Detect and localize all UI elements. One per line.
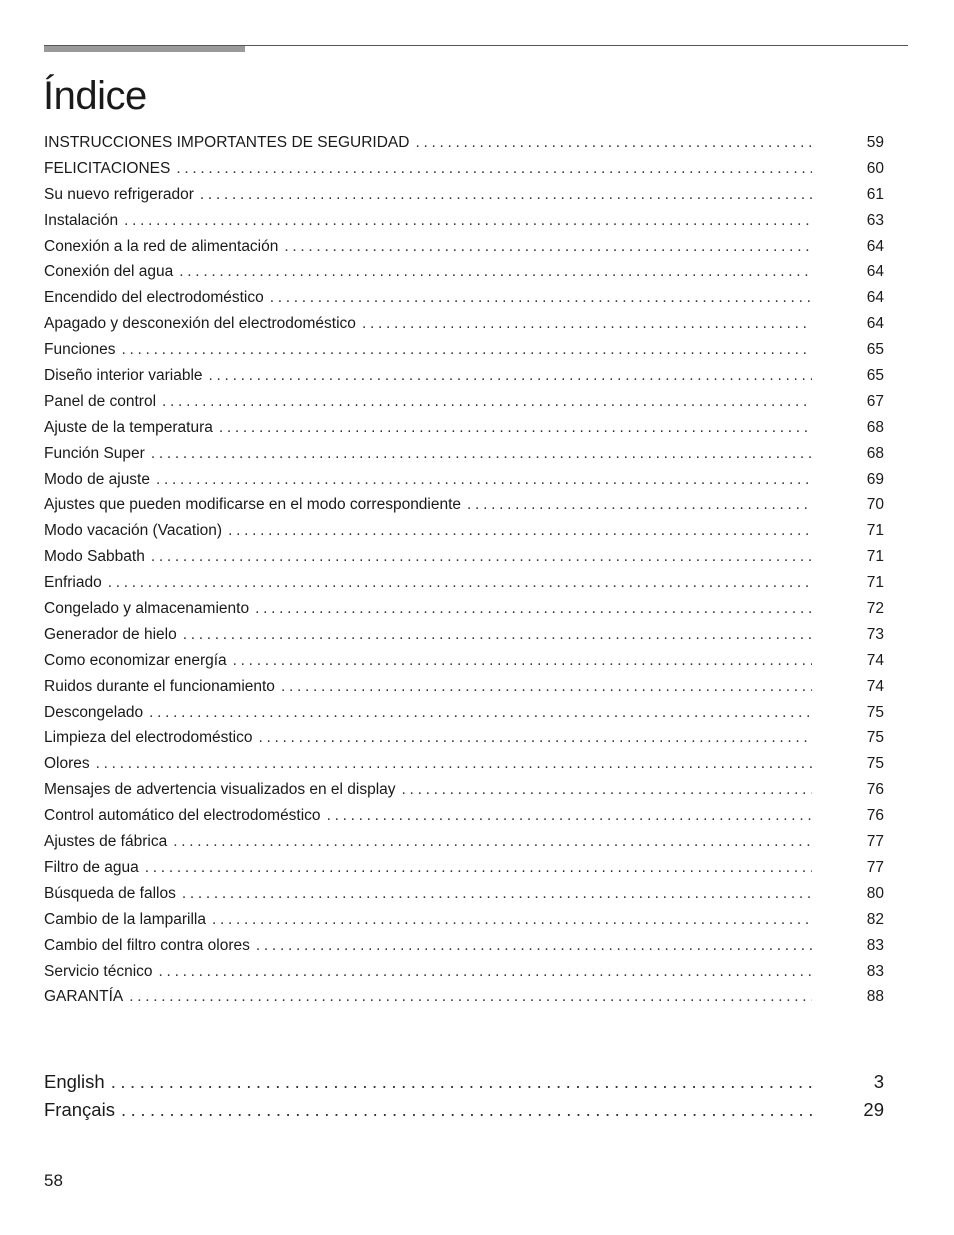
dot-leader (250, 933, 844, 959)
toc-entry[interactable] (44, 415, 884, 441)
dot-leader (222, 518, 844, 544)
toc-entry-page: 76 (866, 781, 884, 799)
dot-leader (213, 415, 844, 441)
dot-leader (249, 596, 844, 622)
toc-entry[interactable] (44, 130, 884, 156)
toc-entry-title: Panel de control (44, 392, 157, 410)
toc-entry-title: Mensajes de advertencia visualizados en el display (44, 781, 396, 799)
toc-entry-title: INSTRUCCIONES IMPORTANTES DE SEGURIDAD (44, 134, 410, 151)
dot-leader (461, 492, 844, 518)
language-entry-page: 29 (863, 1099, 884, 1120)
toc-entry[interactable] (44, 234, 884, 260)
toc-entry[interactable] (44, 467, 884, 493)
toc-entry-page: 60 (866, 159, 884, 177)
toc-entry[interactable] (44, 337, 884, 363)
toc-entry-page: 61 (866, 185, 884, 203)
toc-entry[interactable] (44, 984, 884, 1010)
dot-leader (123, 984, 844, 1010)
toc-entry-page: 59 (866, 134, 884, 151)
toc-entry-title: Cambio del filtro contra olores (44, 936, 250, 954)
dot-leader (177, 622, 844, 648)
toc-entry-page: 82 (866, 910, 884, 928)
dot-leader (153, 959, 844, 985)
toc-entry-title: Funciones (44, 341, 116, 359)
toc-entry-page: 83 (866, 962, 884, 980)
toc-entry[interactable] (44, 700, 884, 726)
toc-entry[interactable] (44, 777, 884, 803)
toc-entry[interactable] (44, 363, 884, 389)
toc-entry[interactable] (44, 182, 884, 208)
dot-leader (253, 725, 845, 751)
language-entry-english[interactable] (44, 1068, 884, 1096)
toc-entry-page: 68 (866, 444, 884, 462)
page-title: Índice (43, 74, 147, 118)
toc-entry-page: 74 (866, 651, 884, 669)
language-index (44, 1068, 884, 1124)
dot-leader (396, 777, 844, 803)
toc-entry[interactable] (44, 881, 884, 907)
toc-entry[interactable] (44, 751, 884, 777)
dot-leader (409, 130, 844, 156)
toc-entry-page: 88 (866, 988, 884, 1006)
toc-entry[interactable] (44, 933, 884, 959)
toc-entry[interactable] (44, 544, 884, 570)
toc-entry[interactable] (44, 622, 884, 648)
dot-leader (176, 881, 844, 907)
toc-entry-title: Función Super (44, 444, 145, 462)
toc-entry-title: Conexión del agua (44, 263, 174, 281)
toc-entry[interactable] (44, 492, 884, 518)
toc-entry[interactable] (44, 259, 884, 285)
language-entry-page: 3 (873, 1071, 884, 1092)
dot-leader (264, 285, 844, 311)
toc-entry-title: Control automático del electrodoméstico (44, 807, 321, 825)
toc-entry-title: Olores (44, 755, 90, 773)
toc-entry-title: Modo vacación (Vacation) (44, 522, 223, 540)
dot-leader (275, 674, 844, 700)
toc-entry[interactable] (44, 648, 884, 674)
dot-leader (227, 648, 844, 674)
toc-entry-title: Generador de hielo (44, 625, 177, 643)
toc-entry-page: 71 (866, 522, 884, 540)
toc-entry-page: 74 (866, 677, 884, 695)
toc-entry-page: 64 (866, 237, 884, 255)
toc-entry-title: Apagado y desconexión del electrodoméstico (44, 315, 356, 333)
dot-leader (116, 337, 844, 363)
dot-leader (278, 234, 844, 260)
toc-entry-page: 72 (866, 600, 884, 618)
toc-entry-page: 77 (866, 833, 884, 851)
dot-leader (118, 208, 844, 234)
toc-entry-page: 64 (866, 315, 884, 333)
toc-entry-page: 71 (866, 574, 884, 592)
toc-entry-page: 63 (866, 211, 884, 229)
toc-entry-title: Encendido del electrodoméstico (44, 289, 264, 307)
toc-entry-title: FELICITACIONES (44, 159, 171, 177)
toc-entry-title: Ruidos durante el funcionamiento (44, 677, 275, 695)
toc-entry-title: Instalación (44, 211, 119, 229)
dot-leader (206, 907, 844, 933)
dot-leader (145, 441, 844, 467)
dot-leader (102, 570, 844, 596)
dot-leader (145, 544, 844, 570)
toc-entry[interactable] (44, 285, 884, 311)
dot-leader (170, 156, 844, 182)
dot-leader (167, 829, 844, 855)
toc-entry-page: 70 (866, 496, 884, 514)
dot-leader (156, 389, 844, 415)
toc-entry[interactable] (44, 156, 884, 182)
toc-entry-title: Enfriado (44, 574, 102, 592)
toc-entry[interactable] (44, 907, 884, 933)
toc-entry-title: GARANTÍA (44, 988, 124, 1006)
toc-entry-page: 73 (866, 625, 884, 643)
toc-entry[interactable] (44, 311, 884, 337)
toc-entry[interactable] (44, 829, 884, 855)
language-entry-francais[interactable] (44, 1096, 884, 1124)
toc-entry-page: 69 (866, 470, 884, 488)
toc-entry[interactable] (44, 570, 884, 596)
toc-entry-title: Modo Sabbath (44, 548, 145, 566)
toc-entry-title: Como economizar energía (44, 651, 227, 669)
dot-leader (356, 311, 844, 337)
page-number: 58 (44, 1171, 63, 1190)
toc-entry-page: 65 (866, 341, 884, 359)
toc-entry-title: Diseño interior variable (44, 367, 203, 385)
dot-leader (139, 855, 844, 881)
toc-entry-title: Limpieza del electrodoméstico (44, 729, 253, 747)
toc-entry[interactable] (44, 725, 884, 751)
dot-leader (90, 751, 844, 777)
toc-entry-title: Conexión a la red de alimentación (44, 237, 279, 255)
toc-entry-title: Ajustes de fábrica (44, 833, 168, 851)
toc-entry-page: 80 (866, 884, 884, 902)
toc-entry-page: 65 (866, 367, 884, 385)
toc-entry-page: 75 (866, 703, 884, 721)
toc-entry-page: 71 (866, 548, 884, 566)
toc-entry-title: Búsqueda de fallos (44, 884, 176, 902)
toc-entry-page: 67 (866, 392, 884, 410)
dot-leader (203, 363, 844, 389)
toc-entry-page: 83 (866, 936, 884, 954)
toc-entry-page: 75 (866, 755, 884, 773)
table-of-contents (44, 130, 884, 1010)
language-entry-title: Français (44, 1099, 115, 1120)
dot-leader (321, 803, 844, 829)
toc-entry[interactable] (44, 389, 884, 415)
toc-entry-title: Descongelado (44, 703, 144, 721)
toc-entry[interactable] (44, 674, 884, 700)
dot-leader (150, 467, 844, 493)
toc-entry[interactable] (44, 959, 884, 985)
toc-entry-title: Filtro de agua (44, 858, 139, 876)
toc-entry-title: Cambio de la lamparilla (44, 910, 206, 928)
toc-entry[interactable] (44, 803, 884, 829)
toc-entry-page: 76 (866, 807, 884, 825)
dot-leader (194, 182, 844, 208)
dot-leader (173, 259, 844, 285)
toc-entry[interactable] (44, 855, 884, 881)
toc-entry[interactable] (44, 518, 884, 544)
toc-entry-title: Ajuste de la temperatura (44, 418, 213, 436)
toc-entry-page: 64 (866, 263, 884, 281)
header-accent-bar (44, 46, 245, 52)
toc-entry-page: 75 (866, 729, 884, 747)
toc-entry[interactable] (44, 208, 884, 234)
language-entry-title: English (44, 1071, 105, 1092)
toc-entry-page: 77 (866, 858, 884, 876)
dot-leader (105, 1068, 844, 1096)
toc-entry[interactable] (44, 596, 884, 622)
toc-entry-page: 64 (866, 289, 884, 307)
toc-entry-title: Modo de ajuste (44, 470, 150, 488)
toc-entry-page: 68 (866, 418, 884, 436)
toc-entry-title: Ajustes que pueden modificarse en el modo correspondiente (44, 496, 462, 514)
dot-leader (143, 700, 844, 726)
toc-entry-title: Servicio técnico (44, 962, 153, 980)
toc-entry-title: Su nuevo refrigerador (44, 185, 194, 203)
toc-entry[interactable] (44, 441, 884, 467)
toc-entry-title: Congelado y almacenamiento (44, 600, 250, 618)
dot-leader (115, 1096, 844, 1124)
